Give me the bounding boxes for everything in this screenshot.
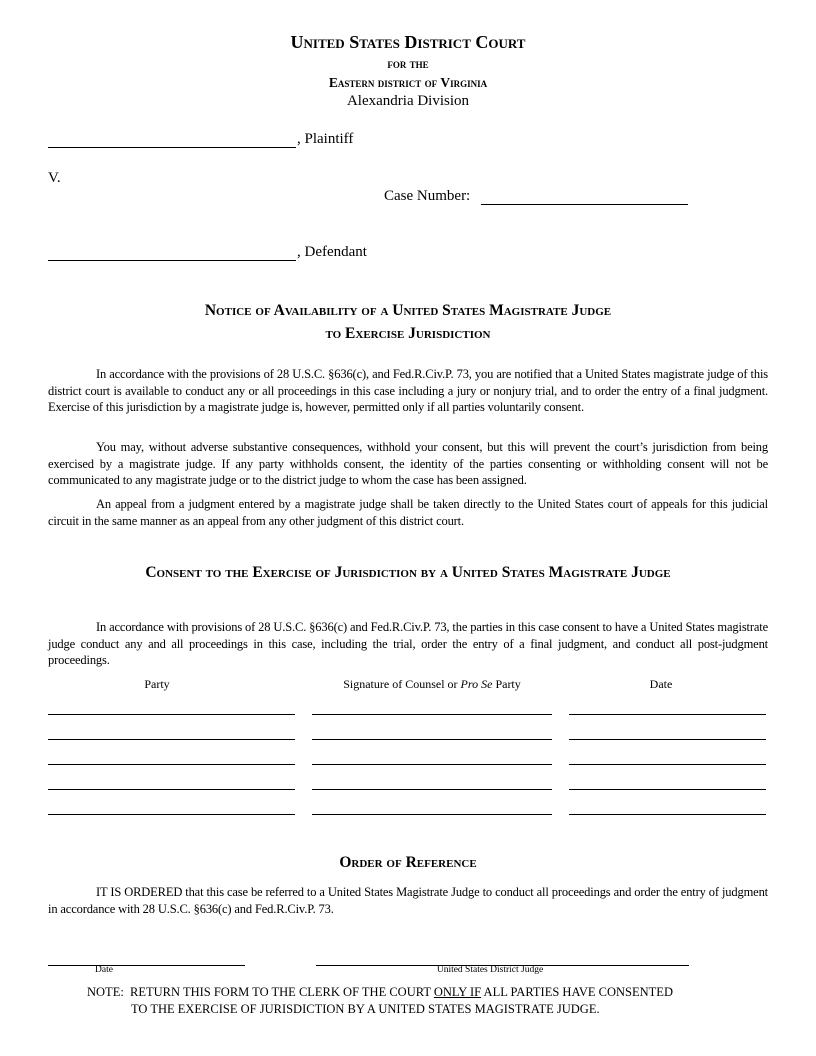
note-suffix: ALL PARTIES HAVE CONSENTED — [481, 985, 673, 999]
order-title: Order of Reference — [339, 854, 477, 871]
column-header-signature-suffix: Party — [492, 677, 521, 691]
order-date-label: Date — [95, 965, 113, 975]
judge-signature-line[interactable] — [316, 952, 689, 966]
party-line[interactable] — [48, 752, 295, 765]
date-line[interactable] — [569, 702, 766, 715]
column-header-party: Party — [144, 677, 170, 691]
consent-paragraph — [48, 619, 768, 669]
note-line-2: TO THE EXERCISE OF JURISDICTION BY A UNITED STATES MAGISTRATE JUDGE. — [131, 1002, 600, 1016]
column-header-signature — [312, 677, 552, 692]
district-name: Eastern district of Virginia — [328, 75, 488, 90]
for-the-label: for the — [387, 56, 429, 71]
date-line[interactable] — [569, 752, 766, 765]
case-number-label: Case Number: — [384, 188, 471, 204]
signature-line[interactable] — [312, 752, 552, 765]
order-date-line[interactable] — [48, 952, 245, 966]
notice-paragraph-2 — [48, 439, 768, 489]
court-title: United States District Court — [290, 32, 526, 52]
case-number-line[interactable] — [481, 190, 688, 205]
party-line[interactable] — [48, 777, 295, 790]
signature-line[interactable] — [312, 802, 552, 815]
signature-line[interactable] — [312, 777, 552, 790]
date-line[interactable] — [569, 727, 766, 740]
notice-paragraph-1-text: In accordance with the provisions of 28 U.S.C. §636(c), and Fed.R.Civ.P. 73, you are notified that a United States magistrate judge of this district court is available to conduct any or all proceedings in this case including a jury or nonjury trial, and to order the entry of a final judgment. Exercise of this jurisdiction by a magistrate judge is, however, permitted only if all parties voluntarily consent. — [48, 367, 768, 414]
column-header-date: Date — [649, 677, 673, 691]
consent-title: Consent to the Exercise of Jurisdiction by a United States Magistrate Judge — [145, 564, 671, 581]
plaintiff-label: , Plaintiff — [297, 131, 354, 147]
column-header-signature-prefix: Signature of Counsel or — [343, 677, 461, 691]
note-prefix: NOTE: RETURN THIS FORM TO THE CLERK OF THE COURT — [87, 985, 434, 999]
signature-line[interactable] — [312, 727, 552, 740]
notice-title-line2: to Exercise Jurisdiction — [325, 325, 491, 342]
notice-paragraph-3 — [48, 496, 768, 529]
defendant-label: , Defendant — [297, 244, 367, 260]
defendant-name-line[interactable] — [48, 246, 296, 261]
party-line[interactable] — [48, 727, 295, 740]
judge-signature-label: United States District Judge — [436, 965, 544, 975]
notice-paragraph-3-text: An appeal from a judgment entered by a magistrate judge shall be taken directly to the United States court of appeals for this judicial circuit in the same manner as an appeal from any other judgment of this district court. — [48, 497, 768, 528]
notice-paragraph-2-text: You may, without adverse substantive consequences, withhold your consent, but this will prevent the court’s jurisdiction from being exercised by a magistrate judge. If any party withholds consent, the identity of the parties consenting or withholding consent will not be communicated to any magistrate judge or to the district judge to whom the case has been assigned. — [48, 440, 768, 487]
order-paragraph — [48, 884, 768, 917]
division-name: Alexandria Division — [346, 93, 470, 109]
signature-line[interactable] — [312, 702, 552, 715]
date-line[interactable] — [569, 802, 766, 815]
plaintiff-name-line[interactable] — [48, 133, 296, 148]
consent-paragraph-text: In accordance with provisions of 28 U.S.C. §636(c) and Fed.R.Civ.P. 73, the parties in this case consent to have a United States magistrate judge conduct any and all proceedings in this case, including the trial, order the entry of a final judgment, and conduct all post-judgment proceedings. — [48, 620, 768, 667]
note-line-1 — [87, 985, 673, 1000]
order-paragraph-text: IT IS ORDERED that this case be referred to a United States Magistrate Judge to conduct all proceedings and order the entry of judgment in accordance with 28 U.S.C. §636(c) and Fed.R.Civ.P. 73. — [48, 885, 768, 916]
versus-label: V. — [48, 170, 61, 186]
notice-paragraph-1 — [48, 366, 768, 416]
column-header-signature-italic: Pro Se — [460, 677, 493, 691]
party-line[interactable] — [48, 702, 295, 715]
date-line[interactable] — [569, 777, 766, 790]
notice-title-line1: Notice of Availability of a United States Magistrate Judge — [204, 302, 612, 319]
note-emphasis: ONLY IF — [433, 985, 482, 999]
party-line[interactable] — [48, 802, 295, 815]
